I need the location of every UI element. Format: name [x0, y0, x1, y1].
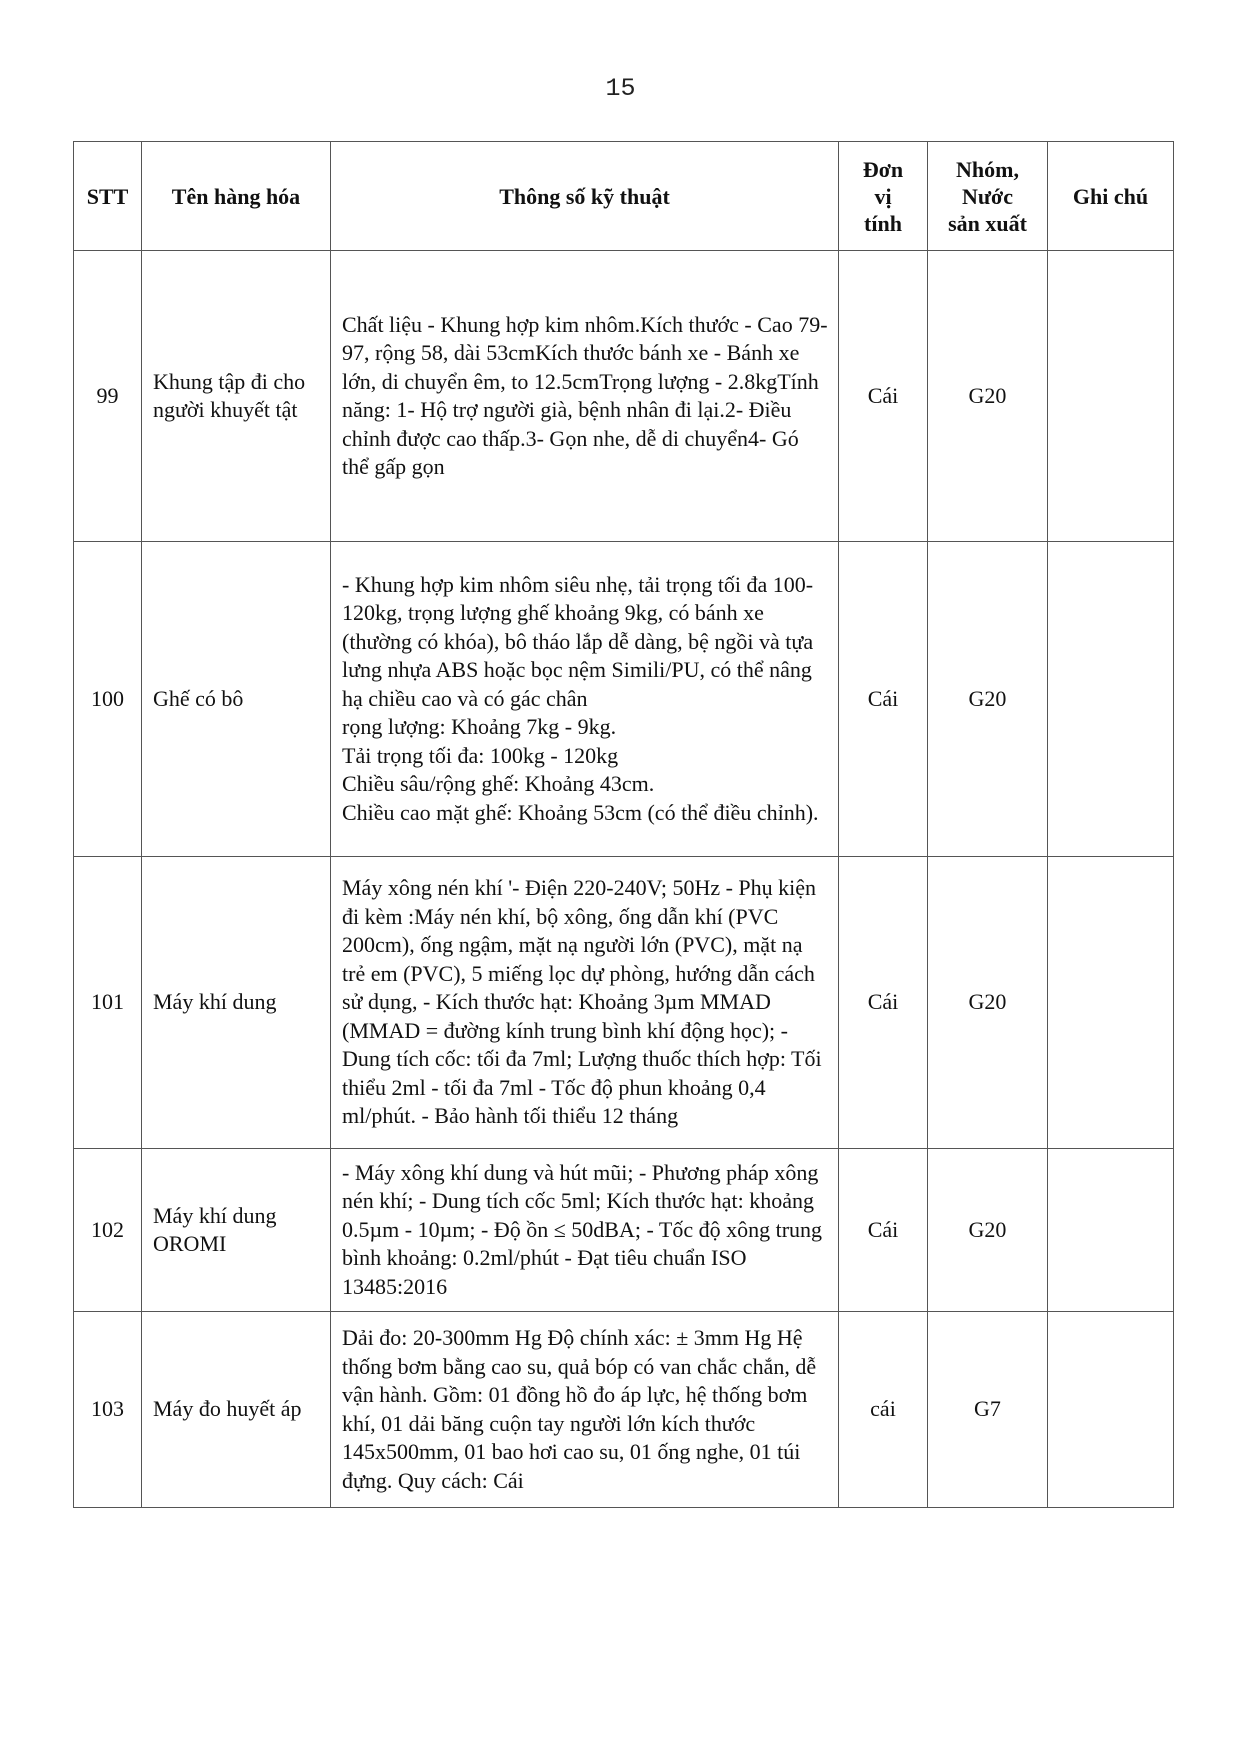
row-note	[1048, 1149, 1174, 1312]
row-group: G20	[928, 1149, 1048, 1312]
row-name: Máy khí dung	[142, 857, 331, 1149]
header-stt: STT	[74, 142, 142, 251]
row-unit: Cái	[839, 1149, 928, 1312]
header-name: Tên hàng hóa	[142, 142, 331, 251]
row-note	[1048, 542, 1174, 857]
row-name: Ghế có bô	[142, 542, 331, 857]
row-note	[1048, 857, 1174, 1149]
row-unit: Cái	[839, 542, 928, 857]
row-spec: Chất liệu - Khung hợp kim nhôm.Kích thước - Cao 79-97, rộng 58, dài 53cmKích thước bánh xe - Bánh xe lớn, di chuyển êm, to 12.5cmTrọng lượng - 2.8kgTính năng: 1- Hộ trợ người già, bệnh nhân đi lại.2- Điều chỉnh được cao thấp.3- Gọn nhe, dễ di chuyển4- Gó thể gấp gọn	[331, 251, 839, 542]
row-group: G20	[928, 542, 1048, 857]
header-group: Nhóm, Nước sản xuất	[928, 142, 1048, 251]
table-row	[74, 857, 1174, 1149]
table-row	[74, 251, 1174, 542]
table-row	[74, 1312, 1174, 1508]
page-number: 15	[605, 74, 636, 103]
row-name: Máy khí dung OROMI	[142, 1149, 331, 1312]
row-stt: 99	[74, 251, 142, 542]
row-name: Khung tập đi cho người khuyết tật	[142, 251, 331, 542]
row-spec: Dải đo: 20-300mm Hg Độ chính xác: ± 3mm Hg Hệ thống bơm bằng cao su, quả bóp có van chắc chắn, dễ vận hành. Gồm: 01 đồng hồ đo áp lực, hệ thống bơm khí, 01 dải băng cuộn tay người lớn kích thước 145x500mm, 01 bao hơi cao su, 01 ống nghe, 01 túi đựng. Quy cách: Cái	[331, 1312, 839, 1508]
row-stt: 101	[74, 857, 142, 1149]
header-row	[74, 142, 1174, 251]
row-unit: Cái	[839, 251, 928, 542]
header-unit: Đơn vị tính	[839, 142, 928, 251]
header-note: Ghi chú	[1048, 142, 1174, 251]
row-group: G20	[928, 857, 1048, 1149]
row-note	[1048, 251, 1174, 542]
row-stt: 100	[74, 542, 142, 857]
row-name: Máy đo huyết áp	[142, 1312, 331, 1508]
table-row	[74, 1149, 1174, 1312]
row-group: G20	[928, 251, 1048, 542]
header-spec: Thông số kỹ thuật	[331, 142, 839, 251]
row-unit: Cái	[839, 857, 928, 1149]
row-stt: 102	[74, 1149, 142, 1312]
row-group: G7	[928, 1312, 1048, 1508]
row-note	[1048, 1312, 1174, 1508]
row-spec: - Máy xông khí dung và hút mũi; - Phương pháp xông nén khí; - Dung tích cốc 5ml; Kích thước hạt: khoảng 0.5µm - 10µm; - Độ ồn ≤ 50dBA; - Tốc độ xông trung bình khoảng: 0.2ml/phút - Đạt tiêu chuẩn ISO 13485:2016	[331, 1149, 839, 1312]
row-spec: - Khung hợp kim nhôm siêu nhẹ, tải trọng tối đa 100-120kg, trọng lượng ghế khoảng 9kg, có bánh xe (thường có khóa), bô tháo lắp dễ dàng, bệ ngồi và tựa lưng nhựa ABS hoặc bọc nệm Simili/PU, có thể nâng hạ chiều cao và có gác chân rọng lượng: Khoảng 7kg - 9kg. Tải trọng tối đa: 100kg - 120kg Chiều sâu/rộng ghế: Khoảng 43cm. Chiều cao mặt ghế: Khoảng 53cm (có thể điều chỉnh).	[331, 542, 839, 857]
table-row	[74, 542, 1174, 857]
row-stt: 103	[74, 1312, 142, 1508]
row-spec: Máy xông nén khí '- Điện 220-240V; 50Hz - Phụ kiện đi kèm :Máy nén khí, bộ xông, ống dẫn khí (PVC 200cm), ống ngậm, mặt nạ người lớn (PVC), mặt nạ trẻ em (PVC), 5 miếng lọc dự phòng, hướng dẫn cách sử dụng, - Kích thước hạt: Khoảng 3µm MMAD (MMAD = đường kính trung bình khí động học); - Dung tích cốc: tối đa 7ml; Lượng thuốc thích hợp: Tối thiểu 2ml - tối đa 7ml - Tốc độ phun khoảng 0,4 ml/phút. - Bảo hành tối thiểu 12 tháng	[331, 857, 839, 1149]
row-unit: cái	[839, 1312, 928, 1508]
goods-spec-table	[73, 141, 1174, 1508]
